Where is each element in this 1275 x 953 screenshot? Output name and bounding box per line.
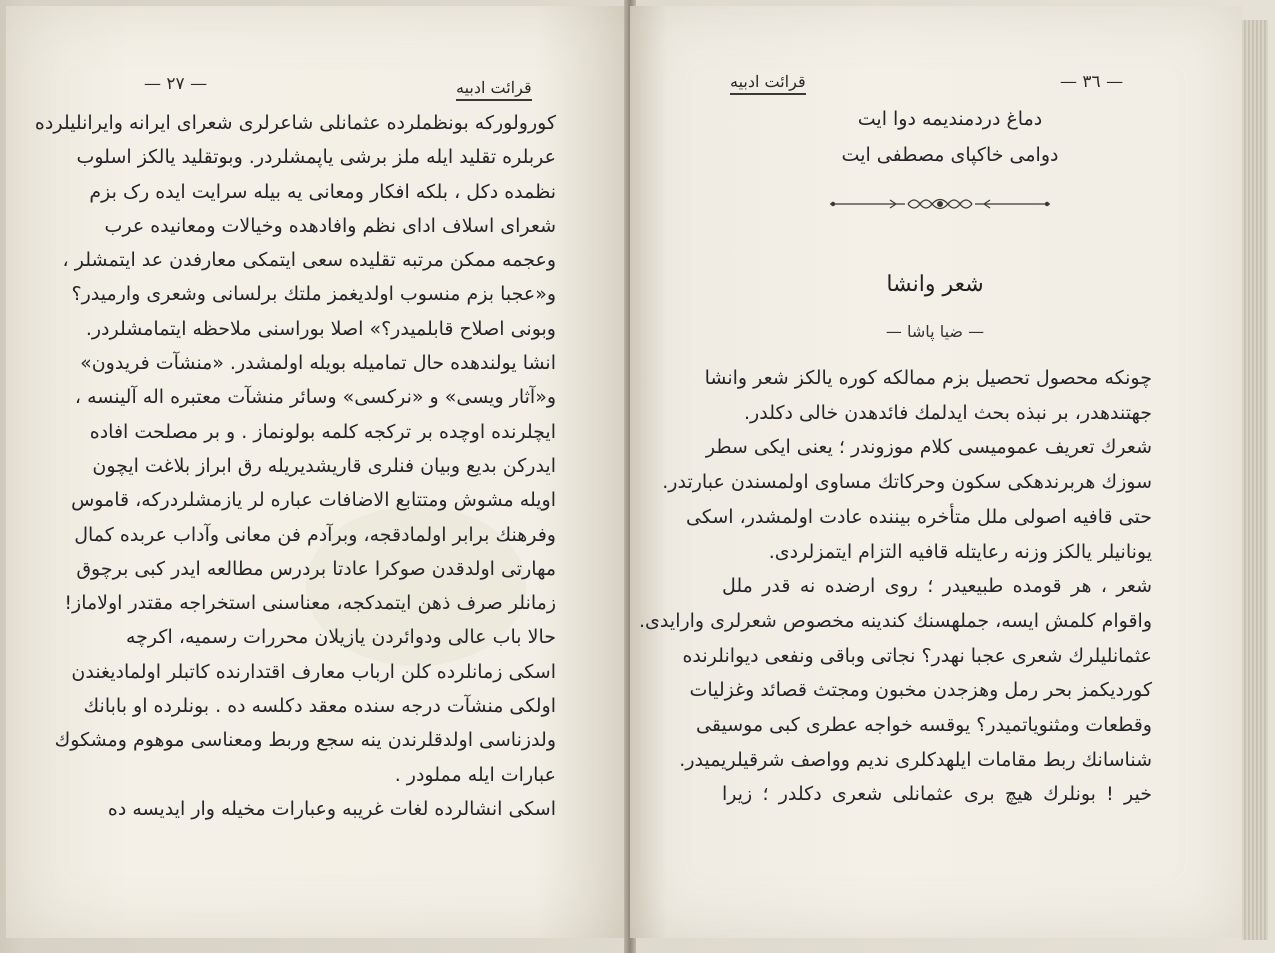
left-running-title: قرائت ادبیه	[456, 78, 532, 101]
right-page-number: — ٣٦ —	[1060, 72, 1124, 92]
text-line: سوزك هربرندهکی سکون وحرکاتك مساوی اولمسندن عبارتدر.	[662, 471, 1152, 494]
text-line: شعرك تعریف عمومیسی کلام موزوندر ؛ یعنی ایکی سطر	[705, 436, 1152, 459]
text-line: شعرای اسلاف ادای نظم وافادهده وخیالات ومعانیده عرب	[104, 214, 556, 237]
text-line: اسکی زمانلرده کلن ارباب معارف اقتدارنده کاتبلر اولمادیغندن	[71, 660, 556, 683]
author-byline: — ضیا پاشا —	[885, 322, 985, 341]
text-line: ایچلرنده اوچده بر ترکجه کلمه بولونماز . و بر مصلحت افاده	[89, 420, 556, 443]
text-line: حتی قافیه اصولی ملل متأخره بیننده عادت اولمشدر، اسکی	[686, 505, 1152, 528]
right-page-text	[639, 361, 1152, 812]
text-line: چونکه محصول تحصیل بزم ممالکه کوره یالکز شعر وانشا	[704, 367, 1152, 389]
right-page	[630, 6, 1242, 938]
text-line: خیر ! بونلرك هیچ بری عثمانلی شعری دکلدر ؛ زیرا	[722, 783, 1152, 806]
text-line: نظمده دکل ، بلکه افکار ومعانی یه بیله سرایت ایده رک بزم	[89, 180, 556, 203]
text-line: وبونی اصلاح قابلمیدر؟» اصلا بوراسنی ملاحظه ایتمامشلردر.	[85, 317, 556, 340]
text-line: وعجمه ممکن مرتبه تقلیده سعی ایتمکی معارفدن عد ایتمشلر ،	[62, 249, 556, 272]
text-line: کورولورکه بونظملرده عثمانلی شاعرلری شعرای ایرانه وایرانلیلرده	[34, 112, 556, 134]
text-line: اسکی انشالرده لغات غریبه وعبارات مخیله وار ایدیسه ده	[107, 797, 556, 820]
text-line: شناسانك ربط مقامات ایلهدکلری ندیم وواصف شرقیلریمیدر.	[679, 748, 1152, 771]
section-heading: شعر وانشا	[886, 272, 984, 297]
text-line: انشا یولندهده حال تمامیله بویله اولمشدر. «منشآت فریدون»	[80, 352, 556, 375]
text-line: شعر ، هر قومده طبیعیدر ؛ روی ارضده نه قدر ملل	[722, 575, 1152, 598]
text-line: عثمانلیلرك شعری عجبا نهدر؟ نجاتی وباقی ونفعی دیوانلرنده	[682, 644, 1152, 667]
text-line: وفرهنك برابر اولمادقجه، وبرآدم فن معانی وآداب عربده کمال	[74, 523, 556, 546]
text-line: حالا باب عالی ودوائردن یازیلان محررات رسمیه، اکرچه	[126, 626, 556, 649]
text-line: جهتندهدر، بر نبذه بحث ایدلمك فائدهدن خالی دکلدر.	[744, 401, 1152, 424]
text-line: و«عجبا بزم منسوب اولدیغمز ملتك برلسانی وشعری وارمیدر؟	[71, 283, 556, 306]
text-line: وقطعات ومثنویاتمیدر؟ یوقسه خواجه عطری کبی موسیقی	[696, 714, 1152, 737]
ornament-divider	[830, 194, 1050, 214]
text-line: و«آثار ویسی» و «نرکسی» وسائر منشآت معتبره اله آلینسه ،	[74, 386, 556, 409]
left-page-text	[34, 106, 556, 826]
page-edges	[1242, 20, 1268, 940]
right-running-title: قرائت ادبیه	[730, 72, 806, 95]
text-line: واقوام کلمش ایسه، جملهسنك کندینه مخصوص شعرلری وارایدی.	[639, 609, 1152, 632]
left-page	[6, 6, 629, 938]
text-line: زمانلر صرف ذهن ایتمدکجه، معناسنی استخراجه مقتدر اولاماز!	[64, 592, 556, 615]
text-line: عبارات ایله مملودر .	[394, 763, 556, 786]
couplet-line-1: دماغ دردمندیمه دوا ایت	[857, 108, 1043, 130]
text-line: یونانیلر یالکز وزنه رعایتله قافیه التزام ایتمزلردی.	[768, 540, 1152, 563]
text-line: کوردیکمز بحر رمل وهزجدن مخبون ومجتث قصائد وغزلیات	[689, 679, 1152, 702]
text-line: ایدرکن بدیع وبیان فنلری قاریشدیریله رق ابراز بلاغت ایچون	[92, 454, 556, 477]
text-line: مهارتی اولدقدن صوکرا عادتا بردرس مطالعه ایدر کبی برچوق	[76, 557, 556, 580]
couplet-line-2: دوامی خاکپای مصطفی ایت	[841, 144, 1059, 166]
text-line: ولدزناسی اولدقلرندن ینه سجع وربط ومعناسی موهوم ومشکوك	[54, 729, 556, 752]
text-line: عربلره تقلید ایله ملز برشی یاپمشلردر. وبوتقلید یالکز اسلوب	[76, 146, 556, 169]
left-page-number: — ٢٧ —	[144, 74, 208, 94]
text-line: اویله مشوش ومتتابع الاضافات عباره لر یازمشلردرکه، قاموس	[71, 489, 556, 512]
text-line: اولکی منشآت درجه سنده معقد دکلسه ده . بونلرده او بابانك	[83, 695, 556, 718]
